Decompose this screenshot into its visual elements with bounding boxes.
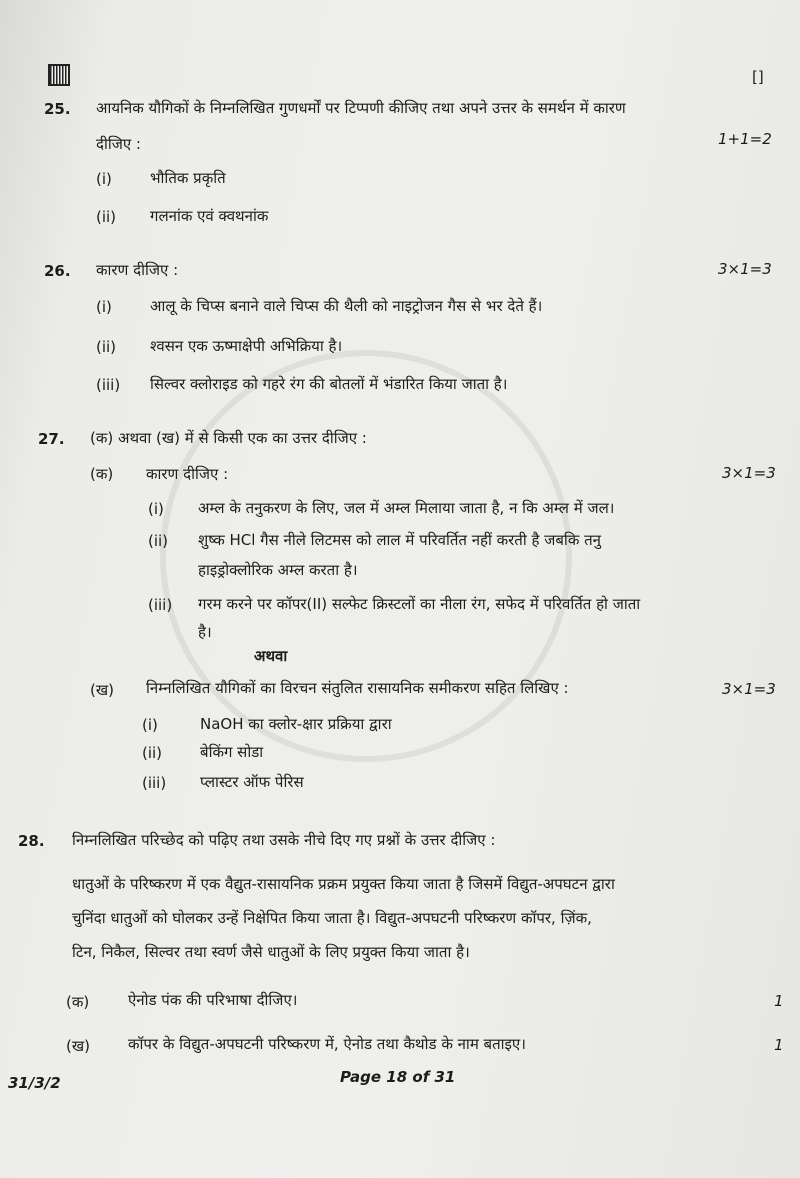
item-text: कॉपर के विद्युत-अपघटनी परिष्करण में, ऐनोड तथा कैथोड के नाम बताइए। bbox=[128, 1035, 526, 1053]
question-number: 26. bbox=[44, 262, 71, 280]
question-number: 28. bbox=[18, 832, 45, 850]
item-text: आलू के चिप्स बनाने वाले चिप्स की थैली को नाइट्रोजन गैस से भर देते हैं। bbox=[150, 297, 543, 315]
marks-label: 1 bbox=[774, 992, 784, 1010]
item-text: NaOH का क्लोर-क्षार प्रक्रिया द्वारा bbox=[200, 715, 392, 733]
item-text: गलनांक एवं क्वथनांक bbox=[150, 207, 269, 225]
item-label: (i) bbox=[148, 500, 164, 518]
item-label: (iii) bbox=[142, 774, 167, 792]
item-label: (ख) bbox=[66, 1037, 90, 1055]
passage-text: चुनिंदा धातुओं को घोलकर उन्हें निक्षेपित किया जाता है। विद्युत-अपघटनी परिष्करण कॉपर, ज़िंक, bbox=[72, 909, 592, 927]
item-text: सिल्वर क्लोराइड को गहरे रंग की बोतलों में भंडारित किया जाता है। bbox=[150, 375, 508, 393]
item-text: बेकिंग सोडा bbox=[200, 743, 264, 761]
marks-label: 1+1=2 bbox=[718, 130, 772, 148]
item-text: अम्ल के तनुकरण के लिए, जल में अम्ल मिलाया जाता है, न कि अम्ल में जल। bbox=[198, 499, 615, 517]
qr-code-icon bbox=[48, 64, 70, 86]
item-label: (ii) bbox=[148, 532, 169, 550]
question-text: दीजिए : bbox=[96, 135, 141, 153]
passage-text: टिन, निकैल, सिल्वर तथा स्वर्ण जैसे धातुओं के लिए प्रयुक्त किया जाता है। bbox=[72, 943, 470, 961]
watermark-circle bbox=[160, 350, 572, 762]
passage-text: धातुओं के परिष्करण में एक वैद्युत-रासायनिक प्रक्रम प्रयुक्त किया जाता है जिसमें विद्युत-अपघटन द्वारा bbox=[72, 875, 615, 893]
question-text: कारण दीजिए : bbox=[96, 261, 179, 279]
marks-label: 3×1=3 bbox=[722, 680, 776, 698]
item-label: (iii) bbox=[96, 376, 121, 394]
item-text: भौतिक प्रकृति bbox=[150, 169, 226, 187]
item-text: प्लास्टर ऑफ पेरिस bbox=[200, 773, 304, 791]
part-label: (क) bbox=[90, 465, 114, 483]
item-text: शुष्क HCl गैस नीले लिटमस को लाल में परिवर्तित नहीं करती है जबकि तनु bbox=[198, 531, 601, 549]
part-heading: कारण दीजिए : bbox=[146, 465, 229, 483]
marks-label: 1 bbox=[774, 1036, 784, 1054]
item-text: गरम करने पर कॉपर(II) सल्फेट क्रिस्टलों का नीला रंग, सफेद में परिवर्तित हो जाता bbox=[198, 595, 641, 613]
item-label: (क) bbox=[66, 993, 90, 1011]
item-label: (i) bbox=[142, 716, 158, 734]
part-heading: निम्नलिखित यौगिकों का विरचन संतुलित रासायनिक समीकरण सहित लिखिए : bbox=[146, 679, 569, 697]
item-text-continued: है। bbox=[198, 623, 212, 641]
question-number: 27. bbox=[38, 430, 65, 448]
marks-label: 3×1=3 bbox=[722, 464, 776, 482]
question-text: (क) अथवा (ख) में से किसी एक का उत्तर दीजिए : bbox=[90, 429, 367, 447]
item-label: (i) bbox=[96, 170, 112, 188]
item-label: (iii) bbox=[148, 596, 173, 614]
question-text: निम्नलिखित परिच्छेद को पढ़िए तथा उसके नीचे दिए गए प्रश्नों के उत्तर दीजिए : bbox=[72, 831, 496, 849]
marks-label: 3×1=3 bbox=[718, 260, 772, 278]
part-label: (ख) bbox=[90, 681, 114, 699]
item-text: श्वसन एक ऊष्माक्षेपी अभिक्रिया है। bbox=[150, 337, 343, 355]
page-number: Page 18 of 31 bbox=[340, 1068, 456, 1086]
item-label: (ii) bbox=[96, 208, 117, 226]
question-text: आयनिक यौगिकों के निम्नलिखित गुणधर्मों पर टिप्पणी कीजिए तथा अपने उत्तर के समर्थन में कारण bbox=[96, 99, 626, 117]
item-label: (ii) bbox=[96, 338, 117, 356]
item-text: ऐनोड पंक की परिभाषा दीजिए। bbox=[128, 991, 298, 1009]
item-label: (i) bbox=[96, 298, 112, 316]
item-label: (ii) bbox=[142, 744, 163, 762]
item-text-continued: हाइड्रोक्लोरिक अम्ल करता है। bbox=[198, 561, 358, 579]
or-label: अथवा bbox=[254, 647, 288, 665]
corner-mark: [] bbox=[752, 68, 764, 86]
question-number: 25. bbox=[44, 100, 71, 118]
paper-code: 31/3/2 bbox=[8, 1074, 61, 1092]
